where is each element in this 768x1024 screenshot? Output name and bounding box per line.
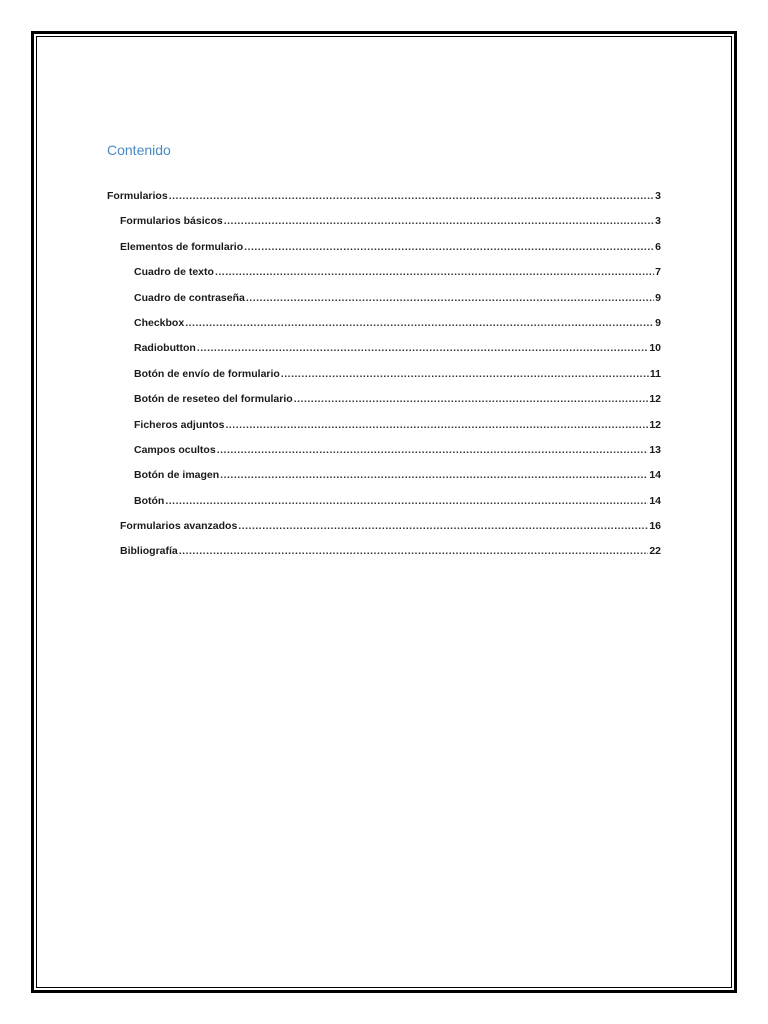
toc-dot-leader <box>246 292 654 304</box>
toc-entry-label: Elementos de formulario <box>120 240 244 253</box>
toc-dot-leader <box>169 190 654 202</box>
toc-entry-page-number: 12 <box>649 418 661 431</box>
toc-dot-leader <box>217 444 649 456</box>
toc-entry[interactable] <box>107 444 661 469</box>
toc-dot-leader <box>238 520 648 532</box>
toc-dot-leader <box>165 495 648 507</box>
toc-entry[interactable] <box>107 190 661 215</box>
toc-dot-leader <box>215 266 654 278</box>
toc-entry-label: Ficheros adjuntos <box>134 418 225 431</box>
toc-dot-leader <box>179 545 649 557</box>
toc-entry-page-number: 9 <box>655 316 661 329</box>
toc-entry-page-number: 12 <box>649 393 661 406</box>
toc-dot-leader <box>197 342 648 354</box>
toc-entry-label: Botón de imagen <box>134 469 220 482</box>
toc-entry-label: Formularios básicos <box>120 215 223 228</box>
toc-dot-leader <box>185 317 654 329</box>
toc-entry-page-number: 14 <box>649 494 661 507</box>
toc-dot-leader <box>225 419 648 431</box>
toc-entry-page-number: 11 <box>649 367 661 380</box>
toc-entry-page-number: 7 <box>655 266 661 279</box>
toc-entry-label: Checkbox <box>134 316 185 329</box>
toc-entry[interactable] <box>107 393 661 418</box>
toc-entry-label: Formularios avanzados <box>120 520 238 533</box>
toc-entry-label: Botón <box>134 494 165 507</box>
toc-entry-label: Cuadro de contraseña <box>134 291 245 304</box>
toc-dot-leader <box>220 469 648 481</box>
toc-entry[interactable] <box>107 495 661 520</box>
table-of-contents <box>107 190 661 571</box>
toc-entry-label: Bibliografía <box>120 545 178 558</box>
toc-dot-leader <box>244 241 654 253</box>
toc-entry[interactable] <box>107 368 661 393</box>
toc-entry-page-number: 16 <box>649 520 661 533</box>
toc-entry[interactable] <box>107 342 661 367</box>
toc-entry[interactable] <box>107 469 661 494</box>
toc-entry[interactable] <box>107 241 661 266</box>
toc-entry[interactable] <box>107 215 661 240</box>
toc-entry-page-number: 13 <box>649 443 661 456</box>
toc-entry-page-number: 22 <box>649 545 661 558</box>
toc-entry[interactable] <box>107 545 661 570</box>
toc-entry-label: Campos ocultos <box>134 443 216 456</box>
toc-dot-leader <box>294 393 649 405</box>
toc-entry-page-number: 9 <box>655 291 661 304</box>
toc-entry[interactable] <box>107 520 661 545</box>
toc-entry-label: Botón de reseteo del formulario <box>134 393 293 406</box>
toc-entry-page-number: 14 <box>649 469 661 482</box>
toc-entry-page-number: 10 <box>649 342 661 355</box>
toc-entry[interactable] <box>107 292 661 317</box>
toc-entry-page-number: 6 <box>655 240 661 253</box>
toc-entry[interactable] <box>107 419 661 444</box>
toc-dot-leader <box>224 215 654 227</box>
toc-entry-label: Formularios <box>107 190 168 202</box>
toc-entry-page-number: 3 <box>655 215 661 228</box>
toc-entry-page-number: 3 <box>655 190 661 202</box>
toc-entry-label: Cuadro de texto <box>134 266 214 279</box>
toc-entry[interactable] <box>107 317 661 342</box>
toc-entry-label: Botón de envío de formulario <box>134 367 280 380</box>
toc-entry[interactable] <box>107 266 661 291</box>
toc-dot-leader <box>281 368 649 380</box>
toc-title: Contenido <box>107 142 171 158</box>
toc-entry-label: Radiobutton <box>134 342 196 355</box>
